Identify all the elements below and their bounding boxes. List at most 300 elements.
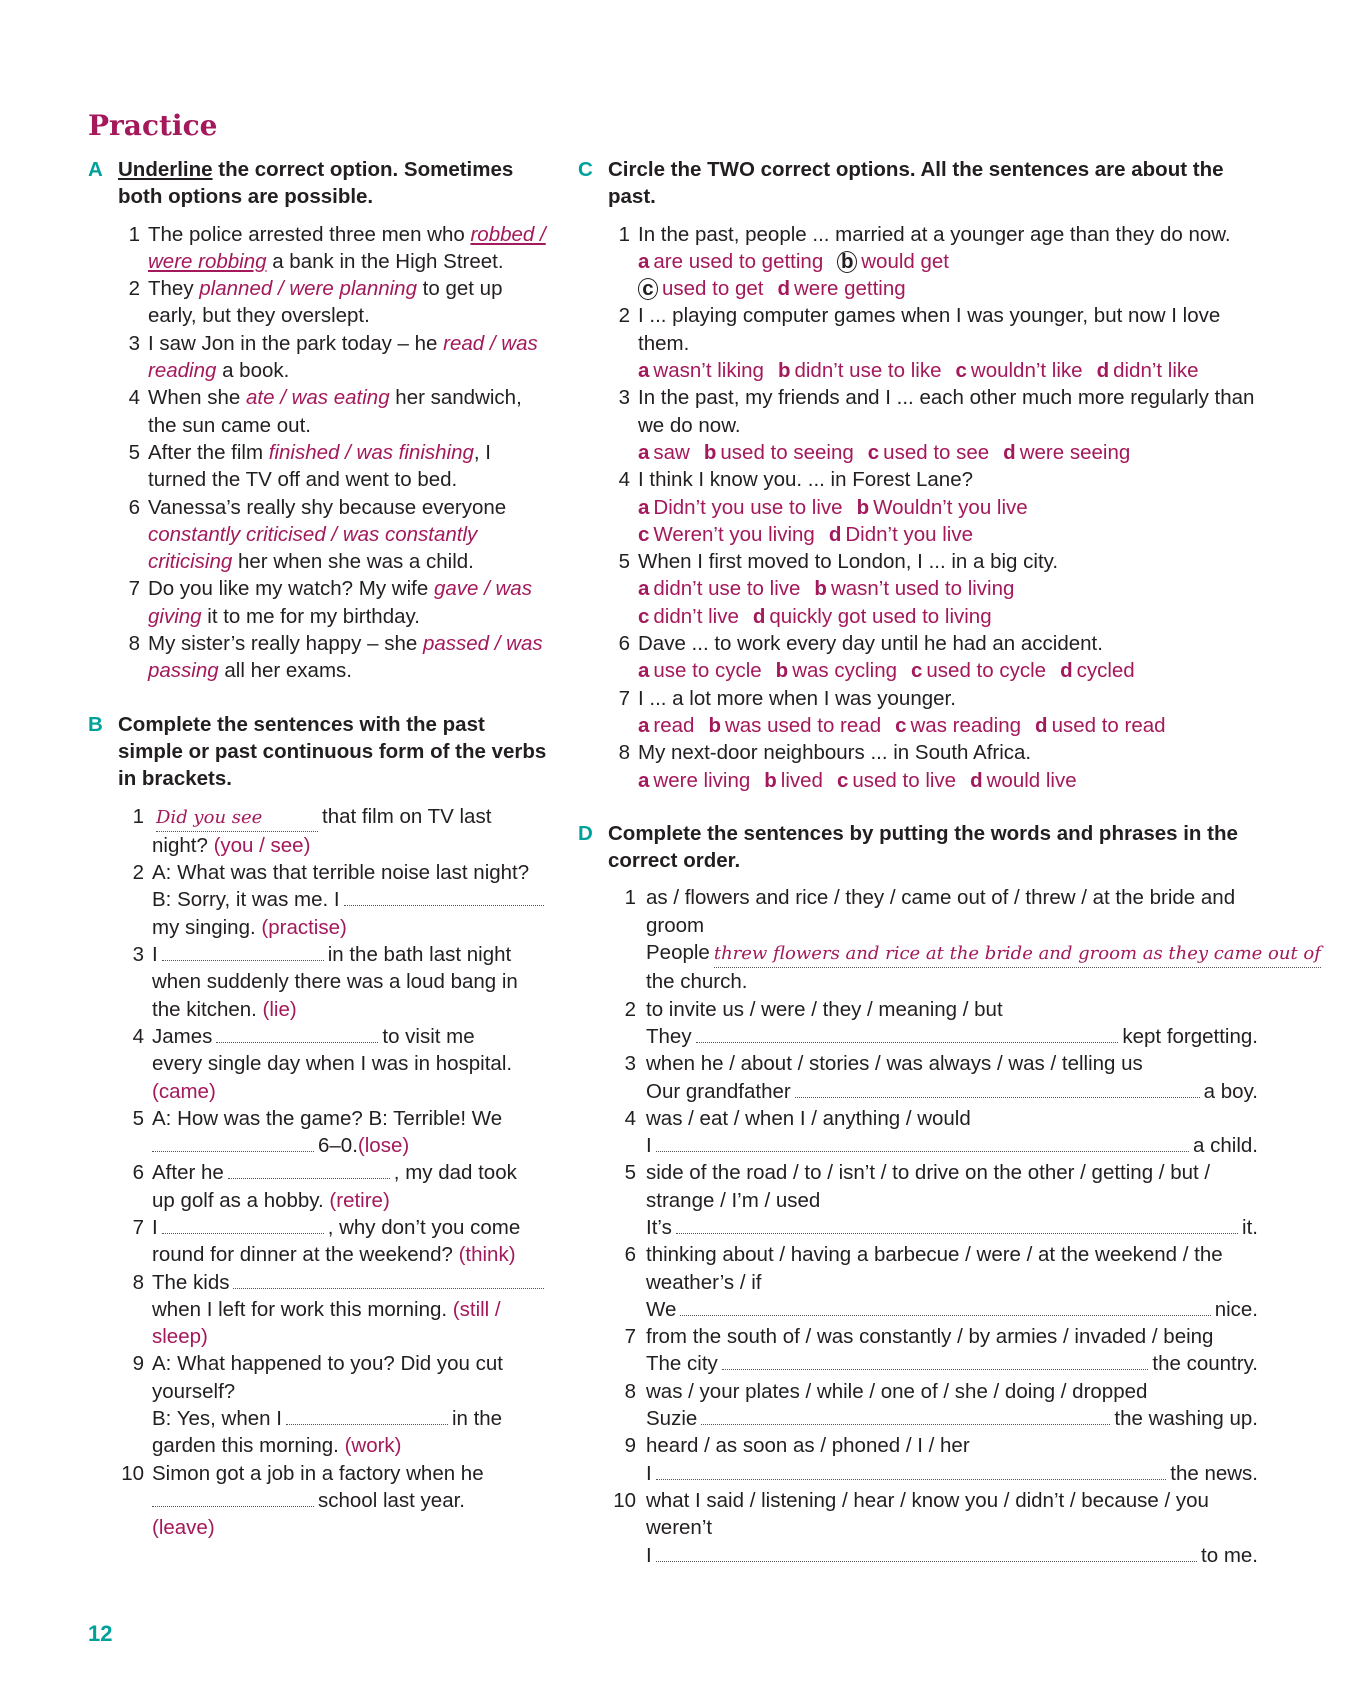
option-row (638, 357, 1258, 384)
option-letter: b (708, 713, 721, 737)
verb-hint: (came) (152, 1079, 216, 1103)
option-text: used to read (1051, 713, 1166, 737)
option-letter: d (1035, 713, 1048, 737)
option-d[interactable] (1060, 659, 1135, 682)
verb-hint: (work) (344, 1434, 402, 1458)
item-text: school last year. (318, 1488, 465, 1512)
option-letter: d (828, 522, 842, 546)
item-number: 10 (613, 1488, 636, 1512)
answer-blank[interactable] (701, 1406, 1110, 1425)
option-letter: a (638, 659, 650, 683)
exercise-item (118, 439, 548, 494)
option-text: saw (653, 440, 690, 464)
sentence-end: a boy. (1203, 1079, 1258, 1103)
item-text: all her exams. (218, 659, 352, 683)
item-text: A: What was that terrible noise last night? (152, 861, 530, 885)
section-b-instructions: Complete the sentences with the past simple or past continuous form of the verbs in brackets. (118, 712, 547, 791)
option-text: Weren’t you living (653, 522, 815, 546)
item-number: 1 (132, 804, 144, 828)
option-text: were living (653, 768, 751, 792)
answer-blank[interactable] (656, 1133, 1189, 1152)
option-choice[interactable]: planned / were planning (199, 277, 417, 301)
answer-blank[interactable] (795, 1079, 1200, 1098)
item-number: 6 (128, 495, 140, 519)
option-text: used to live (852, 768, 957, 792)
left-column (88, 156, 548, 1542)
exercise-item (608, 302, 1258, 384)
item-text: After the film (148, 440, 269, 464)
exercise-item (608, 1487, 1258, 1569)
option-row (638, 494, 1258, 521)
option-b[interactable] (814, 577, 1014, 600)
item-text: B: Yes, when I (152, 1407, 282, 1431)
exercise-item (608, 1241, 1258, 1323)
item-text: I saw Jon in the park today – he (148, 331, 444, 355)
word-list: was / your plates / while / one of / she / doing / dropped (646, 1379, 1148, 1403)
option-b[interactable] (778, 359, 942, 382)
answer-blank[interactable] (162, 942, 324, 961)
item-number: 7 (132, 1215, 144, 1239)
item-text: in the bath last night (327, 943, 512, 967)
answer-blank[interactable] (344, 887, 544, 906)
item-text: round for dinner at the weekend? (152, 1243, 459, 1267)
word-list: as / flowers and rice / they / came out of / threw / at the bride and groom (646, 886, 1236, 937)
item-number: 8 (624, 1379, 636, 1403)
option-letter: c (638, 522, 650, 546)
option-a[interactable] (638, 577, 800, 600)
item-text: 6–0. (318, 1134, 358, 1158)
item-number: 2 (128, 277, 140, 301)
exercise-item (608, 384, 1258, 466)
option-d[interactable] (777, 277, 905, 300)
option-letter: c (867, 440, 880, 464)
item-number: 6 (618, 632, 630, 656)
option-letter: b (764, 768, 777, 792)
item-text: a book. (216, 359, 290, 383)
section-d-instructions: Complete the sentences by putting the words and phrases in the correct order. (608, 821, 1238, 873)
item-question: I ... playing computer games when I was younger, but now I love them. (638, 304, 1221, 355)
item-question: When I first moved to London, I ... in a big city. (638, 550, 1059, 574)
item-text: A: What happened to you? Did you cut yourself? (152, 1352, 504, 1403)
item-text: a bank in the High Street. (266, 249, 504, 273)
option-d[interactable] (1035, 714, 1166, 737)
right-column (578, 156, 1321, 1569)
option-choice[interactable]: passed / was passing (148, 632, 543, 683)
option-letter: b (703, 440, 717, 464)
option-text: didn’t use to like (794, 359, 942, 383)
item-text: her when she was a child. (232, 550, 474, 574)
exercise-item (118, 330, 548, 385)
item-number: 6 (132, 1161, 144, 1185)
verb-hint: (still / sleep) (152, 1297, 501, 1349)
exercise-item (608, 548, 1258, 630)
option-text: quickly got used to living (769, 604, 992, 628)
sentence-start: We (646, 1297, 677, 1321)
item-text: B: Sorry, it was me. I (152, 888, 340, 912)
item-text: to get up early, but they overslept. (148, 277, 503, 328)
item-text: A: How was the game? B: Terrible! We (152, 1106, 503, 1130)
exercise-item (118, 494, 548, 576)
word-list: thinking about / having a barbecue / were / at the weekend / the weather’s / if (646, 1243, 1223, 1294)
option-choice[interactable]: ate / was eating (246, 386, 390, 410)
item-number: 8 (618, 741, 630, 765)
option-letter: c (955, 359, 967, 383)
option-a[interactable] (638, 359, 764, 382)
item-number: 5 (618, 550, 630, 574)
sentence-start: I (646, 1461, 652, 1485)
item-question: I think I know you. ... in Forest Lane? (638, 468, 974, 492)
sentence-start: The city (646, 1352, 718, 1376)
section-a-instructions: Underline the correct option. Sometimes both options are possible. (118, 158, 514, 209)
word-list: from the south of / was constantly / by armies / invaded / being (646, 1325, 1214, 1349)
exercise-item (608, 739, 1258, 794)
option-text: wasn’t liking (653, 359, 764, 383)
option-letter: d (777, 277, 790, 301)
option-d[interactable] (970, 769, 1077, 792)
item-question: Dave ... to work every day until he had an accident. (638, 632, 1103, 656)
option-row (638, 767, 1258, 794)
option-letter: a (638, 768, 650, 792)
option-row (638, 248, 1258, 275)
option-b[interactable] (704, 441, 854, 464)
option-b[interactable] (857, 496, 1028, 519)
option-text: used to cycle (926, 659, 1047, 683)
page-number: 12 (88, 1621, 113, 1646)
item-text: it to me for my birthday. (201, 604, 420, 628)
answer-blank[interactable] (216, 1024, 378, 1043)
item-text: , my dad took (393, 1161, 517, 1185)
verb-hint: (practise) (261, 915, 347, 939)
option-a[interactable] (638, 714, 694, 737)
item-text: her sandwich, the sun came out. (148, 386, 522, 437)
option-text: would live (986, 768, 1077, 792)
exercise-item (608, 221, 1258, 303)
option-row (638, 657, 1258, 684)
option-choice[interactable]: gave / was giving (148, 577, 532, 628)
item-text: garden this morning. (152, 1434, 345, 1458)
exercise-item (118, 941, 548, 1023)
item-text: Do you like my watch? My wife (148, 577, 434, 601)
option-letter: d (752, 604, 766, 628)
option-text: Didn’t you use to live (653, 495, 843, 519)
option-text: were seeing (1019, 440, 1131, 464)
item-text: The police arrested three men who (148, 222, 471, 246)
answer-blank[interactable] (722, 1351, 1149, 1370)
item-number: 6 (624, 1243, 636, 1267)
option-text: lived (780, 768, 823, 792)
exercise-item (608, 1159, 1258, 1241)
answer-blank[interactable]: Did you see (156, 804, 318, 832)
option-text: used to see (883, 440, 990, 464)
item-question: I ... a lot more when I was younger. (638, 686, 956, 710)
exercise-item (118, 1460, 548, 1542)
exercise-item (118, 221, 548, 276)
option-letter: b (777, 359, 791, 383)
item-text: They (148, 277, 200, 301)
verb-hint: (retire) (329, 1188, 390, 1212)
option-letter: b (814, 577, 827, 601)
option-text: was used to read (724, 713, 882, 737)
option-text: didn’t use to live (653, 577, 801, 601)
item-text: , I turned the TV off and went to bed. (148, 440, 491, 492)
option-a[interactable] (638, 441, 690, 464)
item-text: up golf as a hobby. (152, 1188, 330, 1212)
option-c[interactable] (911, 659, 1046, 682)
item-text: in the (451, 1407, 503, 1431)
answer-blank[interactable] (152, 1488, 314, 1507)
item-number: 7 (624, 1325, 636, 1349)
item-number: 1 (618, 222, 630, 246)
option-text: wasn’t used to living (830, 577, 1015, 601)
circled-letter: c (638, 278, 658, 300)
option-letter: b (856, 495, 870, 519)
item-number: 7 (618, 686, 630, 710)
sentence-start: It’s (646, 1215, 672, 1239)
verb-hint: (you / see) (213, 833, 311, 857)
exercise-item (118, 275, 548, 330)
section-c (578, 156, 1258, 794)
option-text: use to cycle (653, 659, 762, 683)
sentence-end: it. (1242, 1215, 1258, 1239)
exercise-item (118, 1159, 548, 1214)
section-letter: D (578, 821, 593, 845)
verb-hint: (lie) (262, 997, 297, 1021)
exercise-item (118, 803, 548, 860)
exercise-item (608, 466, 1258, 548)
word-list: when he / about / stories / was always / was / telling us (646, 1052, 1143, 1076)
item-number: 5 (132, 1106, 144, 1130)
option-a[interactable] (638, 496, 843, 519)
option-text: were getting (793, 277, 906, 301)
section-c-instructions: Circle the TWO correct options. All the sentences are about the past. (608, 158, 1224, 209)
option-choice[interactable]: read / was reading (148, 331, 538, 383)
option-letter: a (638, 249, 650, 273)
answer-blank[interactable] (286, 1406, 448, 1425)
option-row (638, 439, 1258, 466)
option-letter: a (638, 440, 650, 464)
option-c[interactable] (895, 714, 1021, 737)
option-letter: c (911, 659, 923, 683)
option-letter: a (638, 577, 650, 601)
option-text: was reading (910, 713, 1022, 737)
word-list: heard / as soon as / phoned / I / her (646, 1434, 970, 1458)
item-number: 8 (128, 632, 140, 656)
option-text: Didn’t you live (845, 522, 973, 546)
option-d[interactable] (1003, 441, 1130, 464)
option-c[interactable] (638, 605, 739, 628)
option-text: used to get (662, 277, 764, 301)
option-text: was cycling (792, 659, 897, 683)
sentence-end: nice. (1214, 1297, 1258, 1321)
option-letter: d (1003, 440, 1016, 464)
option-row (638, 275, 1258, 302)
item-number: 4 (618, 468, 630, 492)
item-text: , why don’t you come (327, 1215, 521, 1239)
item-text: I (152, 1215, 158, 1239)
section-a (88, 156, 548, 685)
item-number: 2 (132, 861, 144, 885)
sentence-end: to me. (1201, 1543, 1258, 1567)
sentence-start: I (646, 1134, 652, 1158)
item-number: 3 (624, 1052, 636, 1076)
item-number: 9 (132, 1352, 144, 1376)
item-text: James (152, 1024, 213, 1048)
option-d[interactable] (1097, 359, 1199, 382)
item-question: In the past, people ... married at a younger age than they do now. (638, 222, 1231, 246)
option-c[interactable] (868, 441, 989, 464)
item-number: 3 (128, 331, 140, 355)
item-number: 2 (618, 304, 630, 328)
section-letter: B (88, 712, 103, 736)
sentence-start: Our grandfather (646, 1079, 791, 1103)
item-text: After he (152, 1161, 224, 1185)
option-letter: a (638, 713, 650, 737)
answer-blank[interactable] (152, 1133, 314, 1152)
item-number: 1 (624, 886, 636, 910)
item-text: Vanessa’s really shy because everyone (148, 495, 507, 519)
exercise-item (608, 884, 1321, 995)
option-d[interactable] (829, 523, 973, 546)
item-number: 5 (128, 440, 140, 464)
sentence-end: the washing up. (1114, 1407, 1258, 1431)
sentence-end: a child. (1193, 1134, 1258, 1158)
sentence-end: the country. (1152, 1352, 1258, 1376)
option-b[interactable] (837, 250, 949, 273)
sentence-start: Suzie (646, 1407, 698, 1431)
option-a[interactable] (638, 659, 762, 682)
option-a[interactable] (638, 769, 750, 792)
item-text: every single day when I was in hospital. (152, 1052, 513, 1076)
answer-blank[interactable] (656, 1543, 1197, 1562)
option-letter: d (970, 768, 983, 792)
option-c[interactable] (638, 523, 815, 546)
item-number: 5 (624, 1161, 636, 1185)
answer-blank[interactable] (656, 1461, 1167, 1480)
word-list: what I said / listening / hear / know you / didn’t / because / you weren’t (646, 1488, 1209, 1540)
option-b[interactable] (708, 714, 881, 737)
item-number: 2 (624, 997, 636, 1021)
exercise-item (118, 1105, 548, 1160)
answer-blank[interactable] (676, 1215, 1238, 1234)
answer-blank[interactable] (696, 1024, 1119, 1043)
option-letter: d (1060, 659, 1073, 683)
item-number: 9 (624, 1434, 636, 1458)
exercise-item (118, 1214, 548, 1269)
answer-blank[interactable] (162, 1215, 324, 1234)
verb-hint: (lose) (357, 1134, 410, 1158)
verb-hint: (leave) (152, 1516, 215, 1540)
answer-blank[interactable] (228, 1160, 390, 1179)
option-c[interactable] (955, 359, 1082, 382)
item-number: 7 (128, 577, 140, 601)
item-number: 3 (132, 943, 144, 967)
exercise-item (118, 1023, 548, 1105)
underlined-answer: robbed / were robbing (148, 222, 546, 273)
sentence-end: kept forgetting. (1122, 1024, 1258, 1048)
item-text: The kids (152, 1270, 230, 1294)
exercise-item (608, 630, 1258, 685)
option-letter: b (775, 659, 789, 683)
option-text: read (653, 713, 695, 737)
option-letter: c (638, 604, 650, 628)
option-c[interactable] (638, 277, 763, 300)
item-text: to visit me (382, 1024, 475, 1048)
answer-blank[interactable] (233, 1270, 544, 1289)
option-row (638, 521, 1258, 548)
circled-letter: b (837, 251, 857, 273)
item-text: night? (152, 833, 214, 857)
item-text: when I left for work this morning. (152, 1297, 453, 1321)
option-letter: c (836, 768, 849, 792)
option-text: wouldn’t like (970, 359, 1083, 383)
verb-hint: (think) (458, 1243, 516, 1267)
section-letter: C (578, 158, 593, 181)
answer-blank[interactable]: threw flowers and rice at the bride and groom as they came out of (714, 940, 1321, 968)
item-text: My sister’s really happy – she (148, 632, 423, 656)
exercise-item (608, 1050, 1258, 1105)
exercise-item (608, 685, 1258, 740)
sentence-start: They (646, 1024, 692, 1048)
exercise-item (608, 1432, 1258, 1487)
option-choice[interactable]: constantly criticised / was constantly criticising (148, 522, 478, 574)
section-letter: A (88, 158, 103, 181)
option-text: are used to getting (653, 249, 824, 273)
option-b[interactable] (764, 769, 823, 792)
item-number: 10 (121, 1461, 144, 1485)
item-text: When she (148, 386, 246, 410)
item-text: my singing. (152, 915, 262, 939)
option-text: would get (861, 249, 949, 273)
option-row (638, 575, 1258, 602)
section-b (88, 711, 548, 1542)
page-title: Practice (88, 109, 218, 142)
option-a[interactable] (638, 250, 823, 273)
answer-blank[interactable] (680, 1297, 1210, 1316)
option-letter: a (638, 495, 650, 519)
option-letter: a (638, 359, 650, 383)
option-letter: c (895, 713, 907, 737)
option-text: didn’t like (1113, 359, 1199, 383)
option-text: cycled (1076, 659, 1135, 683)
option-letter: d (1096, 359, 1110, 383)
exercise-item (608, 1378, 1258, 1433)
item-number: 3 (618, 386, 630, 410)
option-row (638, 603, 1258, 630)
word-list: was / eat / when I / anything / would (646, 1106, 971, 1130)
item-text: when suddenly there was a loud bang in the kitchen. (152, 970, 518, 1021)
option-d[interactable] (753, 605, 992, 628)
option-c[interactable] (837, 769, 956, 792)
sentence-end: the news. (1170, 1461, 1258, 1485)
sentence-end: the church. (646, 970, 748, 994)
item-question: In the past, my friends and I ... each other much more regularly than we do now. (638, 386, 1255, 437)
item-text: that film on TV last (322, 804, 492, 828)
option-text: Wouldn’t you live (873, 495, 1028, 519)
exercise-item (608, 1105, 1258, 1160)
option-text: didn’t live (653, 604, 739, 628)
option-choice[interactable]: finished / was finishing (268, 440, 474, 464)
word-list: to invite us / were / they / meaning / but (646, 997, 1003, 1021)
item-number: 4 (128, 386, 140, 410)
exercise-item (118, 384, 548, 439)
exercise-item (118, 575, 548, 630)
item-number: 4 (132, 1024, 144, 1048)
exercise-item (118, 1350, 548, 1459)
item-text: Simon got a job in a factory when he (152, 1461, 484, 1485)
item-text: I (152, 943, 158, 967)
item-question: My next-door neighbours ... in South Africa. (638, 741, 1032, 765)
option-b[interactable] (776, 659, 897, 682)
